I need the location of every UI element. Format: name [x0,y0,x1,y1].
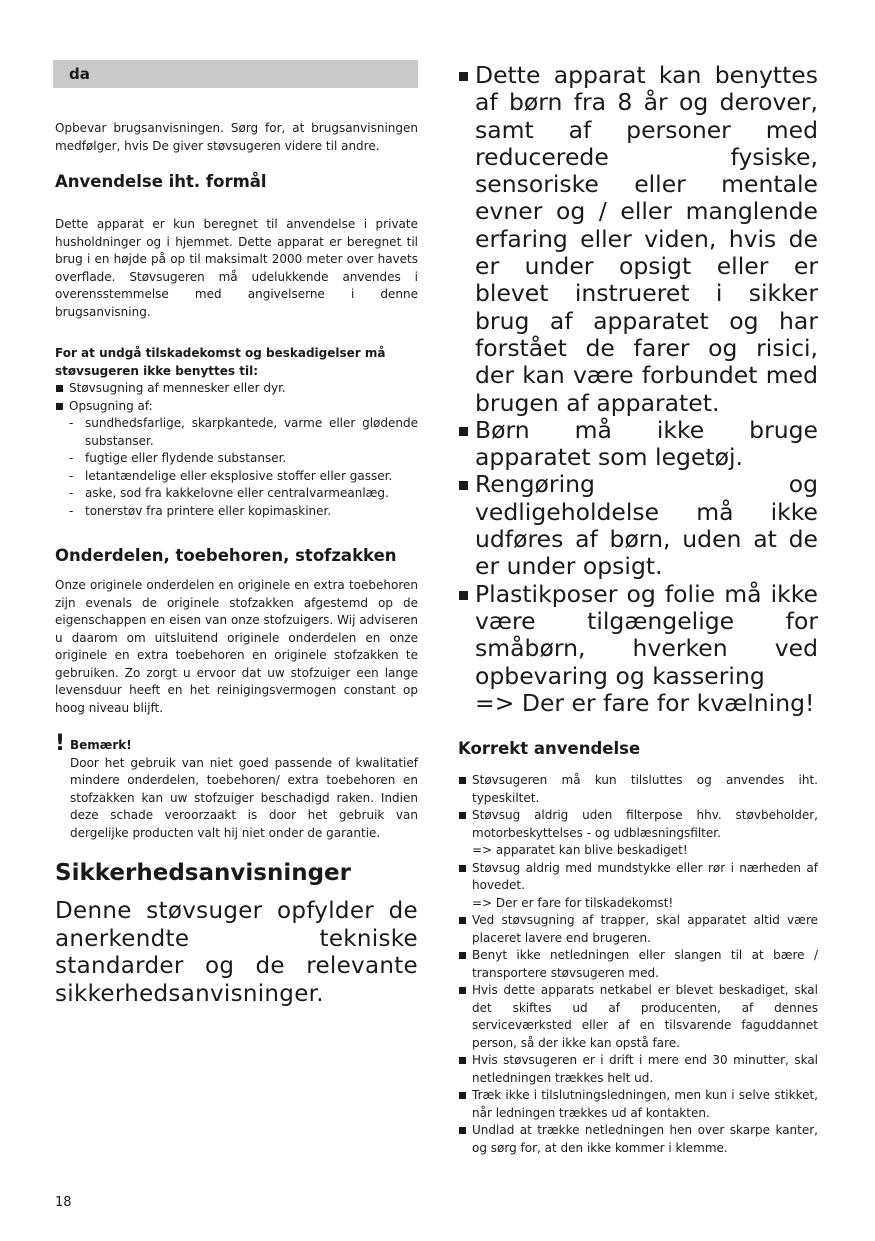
list-item: - tonerstøv fra printere eller kopimaskiner. [69,503,418,521]
suffocation-warning: => Der er fare for kvælning! [475,688,815,717]
note-text: Door het gebruik van niet goed passende of kwalitatief mindere onderdelen, toebehoren/ extra toebehoren en stofzakken kan uw stofzuiger beschadigd raken. Indien deze schade veroorzaakt is door het gebruik van dergelijke producten valt hij niet onder de garantie. [70,755,418,840]
list-item: Undlad at trække netledningen hen over skarpe kanter, og sørg for, at den ikke kommer i klemme. [458,1122,818,1157]
prohibited-list [55,380,418,415]
list-item: Træk ikke i tilslutningsledningen, men kun i selve stikket, når ledningen trækkes ud af kontakten. [458,1087,818,1122]
list-item: - sundhedsfarlige, skarpkantede, varme eller glødende substanser. [69,415,418,450]
correct-use-list [458,772,818,1157]
list-item-text: Støvsug aldrig uden filterpose hhv. støvbeholder, motorbeskyttelses - og udblæsningsfilter. [472,808,818,840]
language-header: da [53,60,418,88]
list-item: Børn må ikke bruge apparatet som legetøj. [458,417,818,472]
list-item [458,860,818,913]
list-item: Benyt ikke netledningen eller slangen til at bære / transportere støvsugeren med. [458,947,818,982]
intended-use-text: Dette apparat er kun beregnet til anvendelse i private husholdninger og i hjemmet. Dette apparat er beregnet til brug i en højde på op til maksimalt 2000 meter over havets overflade. Støvsugeren må udelukkende anvendes i overensstemmelse med angivelserne i denne brugsanvisning. [55,217,418,319]
list-item: - fugtige eller flydende substanser. [69,450,418,468]
safety-text: Denne støvsuger opfylder de anerkendte tekniske standarder og de relevante sikkerhedsanvisninger. [55,898,418,1007]
list-item: Hvis dette apparats netkabel er blevet beskadiget, skal det skiftes ud af producenten, af dennes serviceværksted eller af en tilsvarende faguddannet person, så der ikke kan opstå fare. [458,982,818,1052]
intended-use-heading: Anvendelse iht. formål [55,172,267,191]
exclamation-icon: ! [55,731,66,756]
list-item: Støvsugeren må kun tilsluttes og anvendes iht. typeskiltet. [458,772,818,807]
list-item: Ved støvsugning af trapper, skal apparatet altid være placeret lavere end brugeren. [458,912,818,947]
correct-use-heading: Korrekt anvendelse [458,739,641,759]
list-item [458,807,818,860]
safety-heading: Sikkerhedsanvisninger [55,860,351,886]
list-item: Plastikposer og folie må ikke være tilgængelige for småbørn, hverken ved opbevaring og kassering [458,581,818,690]
injury-warning: => Der er fare for tilskadekomst! [472,895,674,910]
list-item: - letantændelige eller eksplosive stoffer eller gasser. [69,468,418,486]
damage-warning: => apparatet kan blive beskadiget! [472,843,688,858]
warnings-list [458,62,818,690]
list-item: Hvis støvsugeren er i drift i mere end 30 minutter, skal netledningen trækkes helt ud. [458,1052,818,1087]
prohibited-heading: For at undgå tilskadekomst og beskadigelser må støvsugeren ikke benyttes til: [55,346,386,378]
list-item: Støvsugning af mennesker eller dyr. [55,380,418,398]
list-item-text: Støvsug aldrig med mundstykke eller rør i nærheden af hovedet. [472,860,818,893]
right-column [458,62,818,1157]
list-item: Rengøring og vedligeholdelse må ikke udføres af børn, uden at de er under opsigt. [458,471,818,580]
intro-text: Opbevar brugsanvisningen. Sørg for, at brugsanvisningen medfølger, hvis De giver støvsugeren videre til andre. [55,121,418,153]
left-column [55,60,418,1008]
note-title: Bemærk! [70,738,132,752]
parts-text: Onze originele onderdelen en originele en extra toebehoren zijn evenals de originele stofzakken afgestemd op de eigenschappen en eisen van onze stofzuigers. Wij adviseren u daarom om uitsluitend originele onderdelen en onze originele en extra toebehoren en originele stofzakken te gebruiken. Zo zorgt u ervoor dat uw stofzuiger een lange levensduur heeft en het reinigingsvermogen constant op hoog niveau blijft. [55,578,418,715]
page-number: 18 [55,1195,72,1210]
substances-list [55,415,418,520]
parts-heading: Onderdelen, toebehoren, stofzakken [55,546,397,565]
note-block [55,731,418,842]
list-item: Dette apparat kan benyttes af børn fra 8 år og derover, samt af personer med reducerede fysiske, sensoriske eller mentale evner og / eller manglende erfaring eller viden, hvis de er under opsigt eller er blevet instrueret i sikker brug af apparatet og har forstået de farer og risici, der kan være forbundet med brugen af apparatet. [458,62,818,417]
list-item: - aske, sod fra kakkelovne eller centralvarmeanlæg. [69,485,418,503]
list-item: Opsugning af: [55,398,418,416]
